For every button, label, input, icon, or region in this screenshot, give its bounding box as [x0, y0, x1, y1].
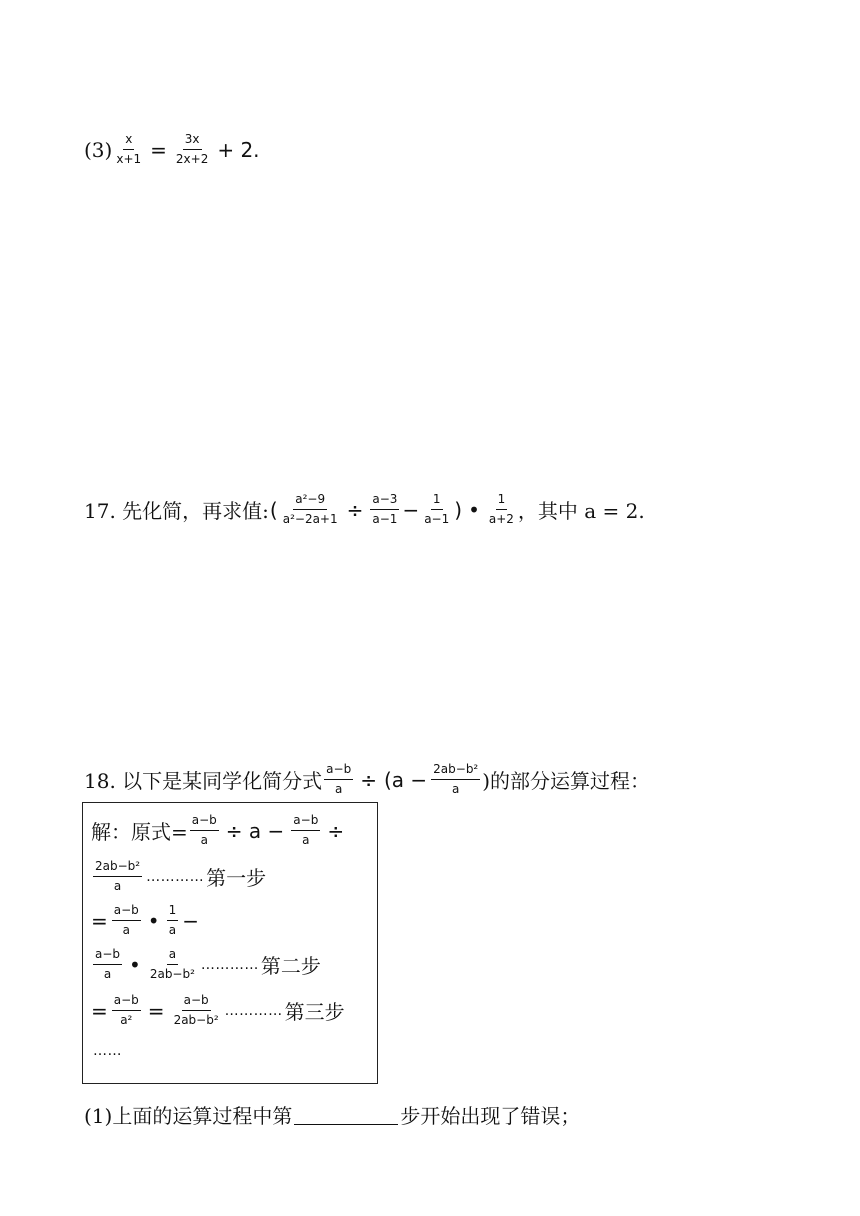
- multiply-dot: •: [468, 497, 480, 522]
- question-label: 17. 先化简，再求值:: [84, 499, 269, 523]
- question-18-part-1: [84, 1100, 580, 1129]
- question-16-part-3: [84, 132, 265, 167]
- step-2-label: 第二步: [260, 954, 321, 978]
- fraction: $\frac{\text{a²−9}}{\text{a²−2a+1}}$: [282, 492, 338, 526]
- fraction: $\frac{a-b}{a}$: [95, 947, 121, 981]
- part-tail: 步开始出现了错误；: [400, 1104, 581, 1128]
- multiply-dot: •: [129, 952, 141, 977]
- solution-box: [82, 802, 378, 1084]
- fraction: $\frac{a-3}{a-1}$: [372, 492, 398, 526]
- question-17: [84, 492, 645, 527]
- solution-intro: 解：原式=: [91, 820, 188, 844]
- fraction: $\frac{x}{x+1}$: [116, 132, 142, 166]
- minus-sign: −: [182, 908, 199, 933]
- fraction: $\frac{1}{a-1}$: [424, 492, 450, 526]
- fraction: $\frac{a-b}{\text{2ab−b²}}$: [173, 993, 219, 1027]
- divide-sign: ÷: [360, 767, 377, 792]
- solution-line-3: [91, 903, 201, 938]
- solution-line-5: [91, 993, 345, 1028]
- dot-leader: …………: [200, 956, 259, 973]
- fraction: $\frac{1}{a}$: [168, 903, 177, 937]
- fraction: $\frac{a-b}{a}$: [326, 762, 352, 796]
- operator: ÷ a −: [225, 818, 285, 843]
- fraction: $\frac{1}{a+2}$: [488, 492, 514, 526]
- divide-sign: ÷: [346, 497, 364, 522]
- question-tail: )的部分运算过程：: [482, 769, 651, 793]
- minus-sign: −: [402, 497, 420, 522]
- solution-line-1: [91, 813, 349, 848]
- fraction: $\frac{a-b}{a}$: [113, 903, 139, 937]
- fraction: $\frac{a-b}{a}$: [191, 813, 217, 847]
- fraction: $\frac{a-b}{\text{a²}}$: [113, 993, 139, 1027]
- part-label: (3): [84, 137, 113, 162]
- solution-line-4: [91, 947, 321, 982]
- equation-tail: + 2.: [217, 137, 260, 162]
- answer-blank[interactable]: [294, 1104, 398, 1125]
- equals-sign: =: [91, 908, 108, 933]
- step-1-label: 第一步: [206, 866, 267, 890]
- equals-sign: =: [147, 998, 165, 1023]
- question-label: 18. 以下是某同学化简分式: [84, 769, 323, 793]
- close-paren: ): [454, 497, 463, 522]
- divide-sign: ÷: [327, 818, 345, 843]
- equals-sign: =: [150, 137, 167, 162]
- part-label: (1)上面的运算过程中第: [84, 1104, 293, 1128]
- ellipsis: ……: [93, 1043, 122, 1059]
- fraction: $\frac{a}{\text{2ab−b²}}$: [149, 947, 195, 981]
- fraction: $\frac{\text{2ab−b²}}{a}$: [433, 762, 479, 796]
- equals-sign: =: [91, 998, 108, 1023]
- fraction: $\frac{\text{2ab−b²}}{a}$: [95, 859, 141, 893]
- question-18: [84, 762, 650, 797]
- question-condition: ，其中 a = 2.: [517, 499, 645, 523]
- solution-line-2: [91, 859, 266, 894]
- dot-leader: …………: [146, 868, 205, 885]
- fraction: $\frac{a-b}{a}$: [293, 813, 319, 847]
- solution-line-6: [91, 1043, 124, 1059]
- fraction: $\frac{3x}{2x+2}$: [175, 132, 209, 166]
- open-expression: (a −: [383, 767, 428, 792]
- step-3-label: 第三步: [284, 1000, 345, 1024]
- dot-leader: …………: [224, 1002, 283, 1019]
- multiply-dot: •: [147, 908, 160, 933]
- open-paren: (: [269, 497, 278, 522]
